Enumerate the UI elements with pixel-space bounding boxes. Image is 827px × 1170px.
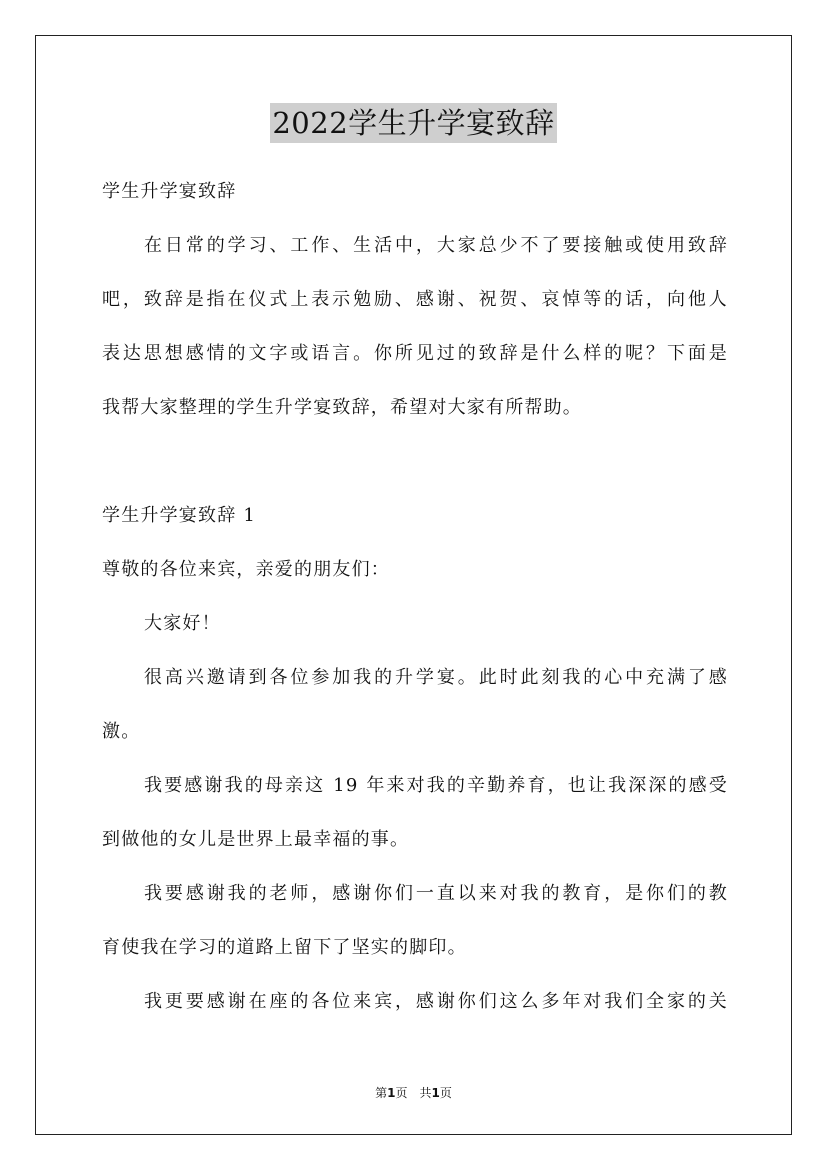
page-unit: 页 xyxy=(395,1086,408,1100)
paragraph-line: 我要感谢我的母亲这 19 年来对我的辛勤养育，也让我深深的感受 xyxy=(144,775,728,796)
page-prefix: 第 xyxy=(375,1086,388,1100)
title-container xyxy=(0,103,827,143)
paragraph-line: 激。 xyxy=(102,721,141,742)
section-heading: 学生升学宴致辞 1 xyxy=(102,505,256,526)
salutation: 尊敬的各位来宾，亲爱的朋友们： xyxy=(102,559,390,580)
page-number: 1 xyxy=(387,1086,396,1100)
intro-line: 吧，致辞是指在仪式上表示勉励、感谢、祝贺、哀悼等的话，向他人 xyxy=(102,289,728,310)
page-footer xyxy=(0,1084,827,1101)
total-unit: 页 xyxy=(439,1086,452,1100)
greeting: 大家好！ xyxy=(144,613,221,634)
paragraph-line: 我要感谢我的老师，感谢你们一直以来对我的教育，是你们的教 xyxy=(144,883,728,904)
paragraph-line: 到做他的女儿是世界上最幸福的事。 xyxy=(102,829,410,850)
paragraph-gap xyxy=(102,440,728,494)
document-body xyxy=(102,170,728,1034)
document-title: 2022学生升学宴致辞 xyxy=(270,103,556,143)
paragraph-line: 育使我在学习的道路上留下了坚实的脚印。 xyxy=(102,937,467,958)
intro-line: 在日常的学习、工作、生活中，大家总少不了要接触或使用致辞 xyxy=(144,235,728,256)
paragraph-line: 我更要感谢在座的各位来宾，感谢你们这么多年对我们全家的关 xyxy=(144,991,728,1012)
intro-line: 我帮大家整理的学生升学宴致辞，希望对大家有所帮助。 xyxy=(102,397,582,418)
intro-line: 表达思想感情的文字或语言。你所见过的致辞是什么样的呢？下面是 xyxy=(102,343,728,364)
total-prefix: 共 xyxy=(419,1086,432,1100)
subtitle: 学生升学宴致辞 xyxy=(102,181,237,202)
page-total: 1 xyxy=(431,1086,440,1100)
paragraph-line: 很高兴邀请到各位参加我的升学宴。此时此刻我的心中充满了感 xyxy=(144,667,728,688)
